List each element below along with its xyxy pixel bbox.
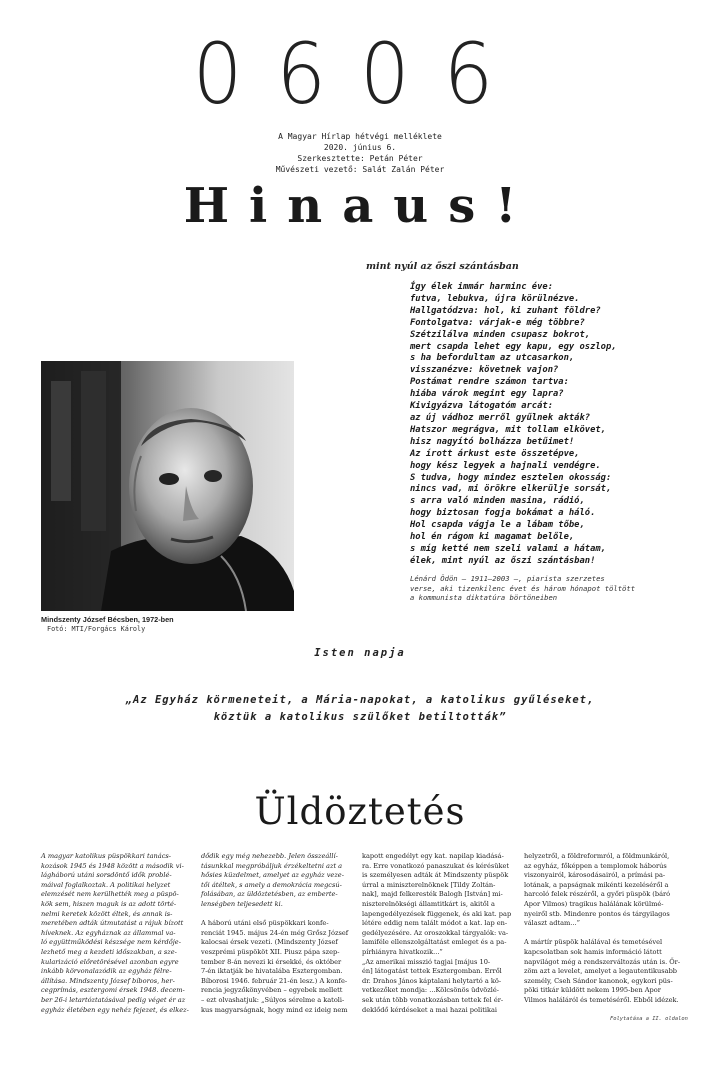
photo-credit: Fotó: MTI/Forgács Károly (47, 625, 146, 633)
poem-line: Hallgatódzva: hol, ki zuhant földre? (410, 305, 601, 316)
article-line: inkább körvonalazódik az egyház félre- (41, 967, 172, 976)
article-line: elemzését nem kerülhették meg a püspö- (41, 890, 179, 899)
article-line: kozások 1945 és 1948 között a második vi- (41, 861, 184, 870)
poem-line: Hatszor megrágva, mit tollam elkövet, (410, 424, 606, 435)
poem-line: visszanézve: követnek vajon? (410, 365, 559, 376)
article-line: ber 26-i letartóztatásával pedig véget ér az (41, 995, 186, 1004)
article-title: Üldöztetés (254, 790, 466, 833)
poem-line: Így élek immár harminc éve: (410, 282, 553, 292)
article-line: meretében adták útmutatást a rájuk bízott (41, 919, 184, 928)
article-line: tásunkkal megpróbáljuk érzékeltetni azt a (201, 861, 343, 870)
pull-quote-line: „Az Egyház körmeneteit, a Mária-napokat, a katolikus gyűléseket, (125, 694, 595, 706)
photo-caption: Mindszenty József Bécsben, 1972-ben (41, 615, 174, 624)
article-line: harcoló felek részéről, a győri püspök (báró (524, 890, 671, 899)
poem-line: az új vádhoz merről gyűlnek akták? (410, 412, 591, 423)
article-line: A háború utáni első püspökkari konfe- (201, 919, 329, 928)
article-line: állítása. Mindszenty József bíboros, her- (41, 976, 175, 985)
article-line: lezhető meg a kezdeti időszakban, a sze- (41, 947, 177, 956)
article-line: kök sem, hiszen maguk is az adott törté- (41, 899, 177, 908)
article-line: dr. Drahos János káptalani helytartó a kö- (362, 976, 502, 985)
imprint-line: A Magyar Hírlap hétvégi melléklete (278, 132, 442, 141)
article-line: cegprímás, esztergomi érsek 1948. decem- (41, 986, 185, 995)
article-column-3 (362, 852, 512, 1015)
poem-line: nincs vad, mi örökre elkerülje sorsát, (410, 484, 612, 495)
article-line: lotának, a papságnak mikénti kezeléséről a (524, 880, 669, 889)
headline: Hinaus! (183, 178, 537, 234)
article-column-4-part-2 (524, 938, 679, 1005)
article-line: lágháború utáni sorsdöntő idők problé- (41, 871, 172, 880)
article-line: máival foglalkoztak. A politikai helyzet (41, 880, 171, 889)
article-line: nyeiről stb. Mindenre pontos és tárgyilagos (524, 909, 670, 918)
poem-credit (410, 574, 710, 603)
article-line: pírhiányra hivatkozik...” (362, 947, 443, 956)
article-line: „Az amerikai misszió tagjai [május 10- (362, 957, 491, 966)
article-line: A mártír püspök halálával és temetésével (524, 938, 663, 947)
portrait-image (41, 361, 294, 611)
poem-credit-line: Lénárd Ödön – 1911–2003 –, piarista szerzetes (410, 574, 605, 583)
poem-line: hisz nagyító bolházza betűimet! (410, 436, 575, 447)
poem-line: hol én rágom ki magamat belőle, (410, 532, 575, 543)
imprint (0, 131, 720, 175)
poem-line: Az írott árkust este összetépve, (410, 448, 580, 459)
article-line: nelmi keretek között éltek, és annak is- (41, 909, 173, 918)
article-line: napvilágot még a rendszerváltozás után is. Őr- (524, 957, 681, 966)
article-line: kapott engedélyt egy kat. napilap kiadásá- (362, 852, 504, 860)
article-column-4 (524, 852, 679, 1006)
article-line: kus magyarságnak, hogy mind ez ideig nem (201, 1005, 348, 1014)
article-line: veszprémi püspököt XII. Piusz pápa szep- (201, 947, 340, 956)
article-line: úrral a miniszterelnöknek [Tildy Zoltán- (362, 880, 496, 889)
continued-note: Folytatása a II. oldalon (610, 1016, 688, 1022)
poem-line: s ha befordultam az utcasarkon, (410, 353, 575, 364)
article-line: hősies küzdelmet, amelyet az egyház veze- (201, 871, 344, 880)
article-line: viszonyairól, károsodásairól, a prímási pa- (524, 871, 666, 880)
article-line: kularizáció előretörésével azonban egyre (41, 957, 179, 966)
article-line: lamiféle ellenszolgáltatást emleget és a pa- (362, 938, 507, 947)
poem-line: S tudva, hogy mindez esztelen okosság: (410, 472, 612, 483)
poem-line: s arra való minden masina, rádió, (410, 496, 585, 507)
article-line: deklődő kérdéseket a mai hazai politikai (362, 1005, 497, 1014)
imprint-editor: Szerkesztette: Petán Péter (297, 154, 423, 163)
article-line: az egyház, főképpen a templomok háborús (524, 861, 667, 870)
article-line: – ezt olvashatjuk: „Súlyos sérelme a katoli- (201, 995, 345, 1004)
article-line: zöm azt a levelet, amelyet a legautentikusabb (524, 967, 678, 976)
article-line: személy, Cseh Sándor kanonok, egykori püs- (524, 976, 673, 985)
article-line: lenségben teljesedett ki. (201, 899, 283, 908)
article-line: kalocsai érsek vezeti. (Mindszenty József (201, 938, 338, 947)
article-line: lapengedélyezések függenek, és aki kat. pap (362, 909, 512, 918)
article-line: gedélyezésére. Az oroszokkal tárgyalók: va- (362, 928, 509, 937)
article-line: A magyar katolikus püspökkari tanács- (41, 852, 172, 860)
poem-credit-line: verse, aki tizenkilenc évet és három hónapot töltött (410, 583, 636, 593)
article-line: 7-én iktatják be hivatalába Esztergomban. (201, 967, 343, 976)
poem-line: Postámat rendre számon tartva: (410, 377, 569, 388)
article-line: tői átéltek, s amely a demokrácia megcsú- (201, 880, 342, 889)
poem-line: Szétzilálva minden csupasz bokrot, (410, 329, 591, 340)
poem-body (410, 282, 710, 568)
imprint-date: 2020. június 6. (323, 143, 397, 152)
article-line: tember 8-án nevezi ki érsekké, és október (201, 957, 342, 966)
article-line: kapcsolatban sok hamis információ látott (524, 947, 662, 956)
article-column-2 (201, 852, 351, 1015)
poem-line: élek, mint nyúl az őszi szántásban! (410, 555, 596, 566)
article-line: ra. Erre vonatkozó panaszukat és kérésüket (362, 861, 510, 870)
article-line: ló együttműködési készsége nem kérdője- (41, 938, 181, 947)
poem-credit-line: a kommunista diktatúra börtöneiben (410, 593, 558, 602)
article-line: létére eddig nem talált módot a kat. lap en- (362, 919, 508, 928)
portrait-photo (41, 361, 294, 611)
article-line: választ adtam...” (524, 919, 580, 928)
article-line: híveknek. Az egyháznak az állammal va- (41, 928, 176, 937)
article-line: egyház életében egy nehéz fejezet, és elkez- (41, 1005, 189, 1014)
article-column-1 (41, 852, 191, 1015)
poem-line: futva, lebukva, újra körülnézve. (410, 293, 580, 304)
section-label: Isten napja (314, 647, 406, 659)
article-line: nak], majd felkeresték Balogh [István] mi- (362, 890, 503, 899)
article-line: Vilmos haláláról és temetéséről. Ebből idézek. (524, 995, 679, 1004)
article-line: Bíborosi 1946. február 21-én lesz.) A konfe- (201, 976, 348, 985)
article-line: renciát 1945. május 24-én még Grősz József (201, 928, 349, 937)
article-line: folásában, az üldöztetésben, az emberte- (201, 890, 338, 899)
poem-line: Fontolgatva: várjak-e még többre? (410, 317, 585, 328)
article-line: én] látogatást tettek Esztergomban. Erről (362, 967, 502, 976)
article-column-4-part-1 (524, 852, 679, 929)
article-line: vetkezőket mondja: ...Kölcsönös üdvözlé- (362, 986, 499, 995)
pull-quote (50, 692, 670, 726)
poem-line: Kivigyázva látogatóm arcát: (410, 401, 553, 412)
article-line: Apor Vilmos) tragikus halálának körülmé- (524, 899, 664, 908)
article-line: is személyesen adták át Mindszenty püspök (362, 871, 509, 880)
article-body-start (201, 919, 351, 1015)
poem-line: Hol csapda vágja le a lábam tőbe, (410, 520, 585, 531)
poem-line: mert csapda lehet egy kapu, egy oszlop, (410, 341, 617, 352)
poem-line: hogy biztosan fogja bokámat a háló. (410, 508, 596, 519)
pull-quote-line: köztük a katolikus szülőket betiltották” (213, 711, 507, 723)
poem-line: hogy kész legyek a hajnali vendégre. (410, 460, 601, 471)
article-line: pöki titkár küldött nekem 1995-ben Apor (524, 986, 661, 995)
article-line: rencia jegyzőkönyvében – egyebek mellett (201, 986, 343, 995)
imprint-art-director: Művészeti vezető: Salát Zalán Péter (275, 165, 445, 174)
article-line: sek után több vonatkozásban tettek fel ér- (362, 995, 504, 1004)
poem-title: mint nyúl az őszi szántásban (366, 261, 519, 272)
article-line: helyzetről, a földreformról, a földmunkáról, (524, 852, 670, 860)
article-line: dődik egy még nehezebb. Jelen összeállí- (201, 852, 338, 860)
article-line: niszterelnökségi államtitkárt is, akitől a (362, 899, 495, 908)
masthead-title: 0606 (192, 26, 528, 124)
poem-line: hiába várok megint egy lapra? (410, 389, 564, 400)
poem-line: s míg ketté nem szeli valami a hátam, (410, 543, 606, 554)
article-lead-end (201, 852, 351, 910)
